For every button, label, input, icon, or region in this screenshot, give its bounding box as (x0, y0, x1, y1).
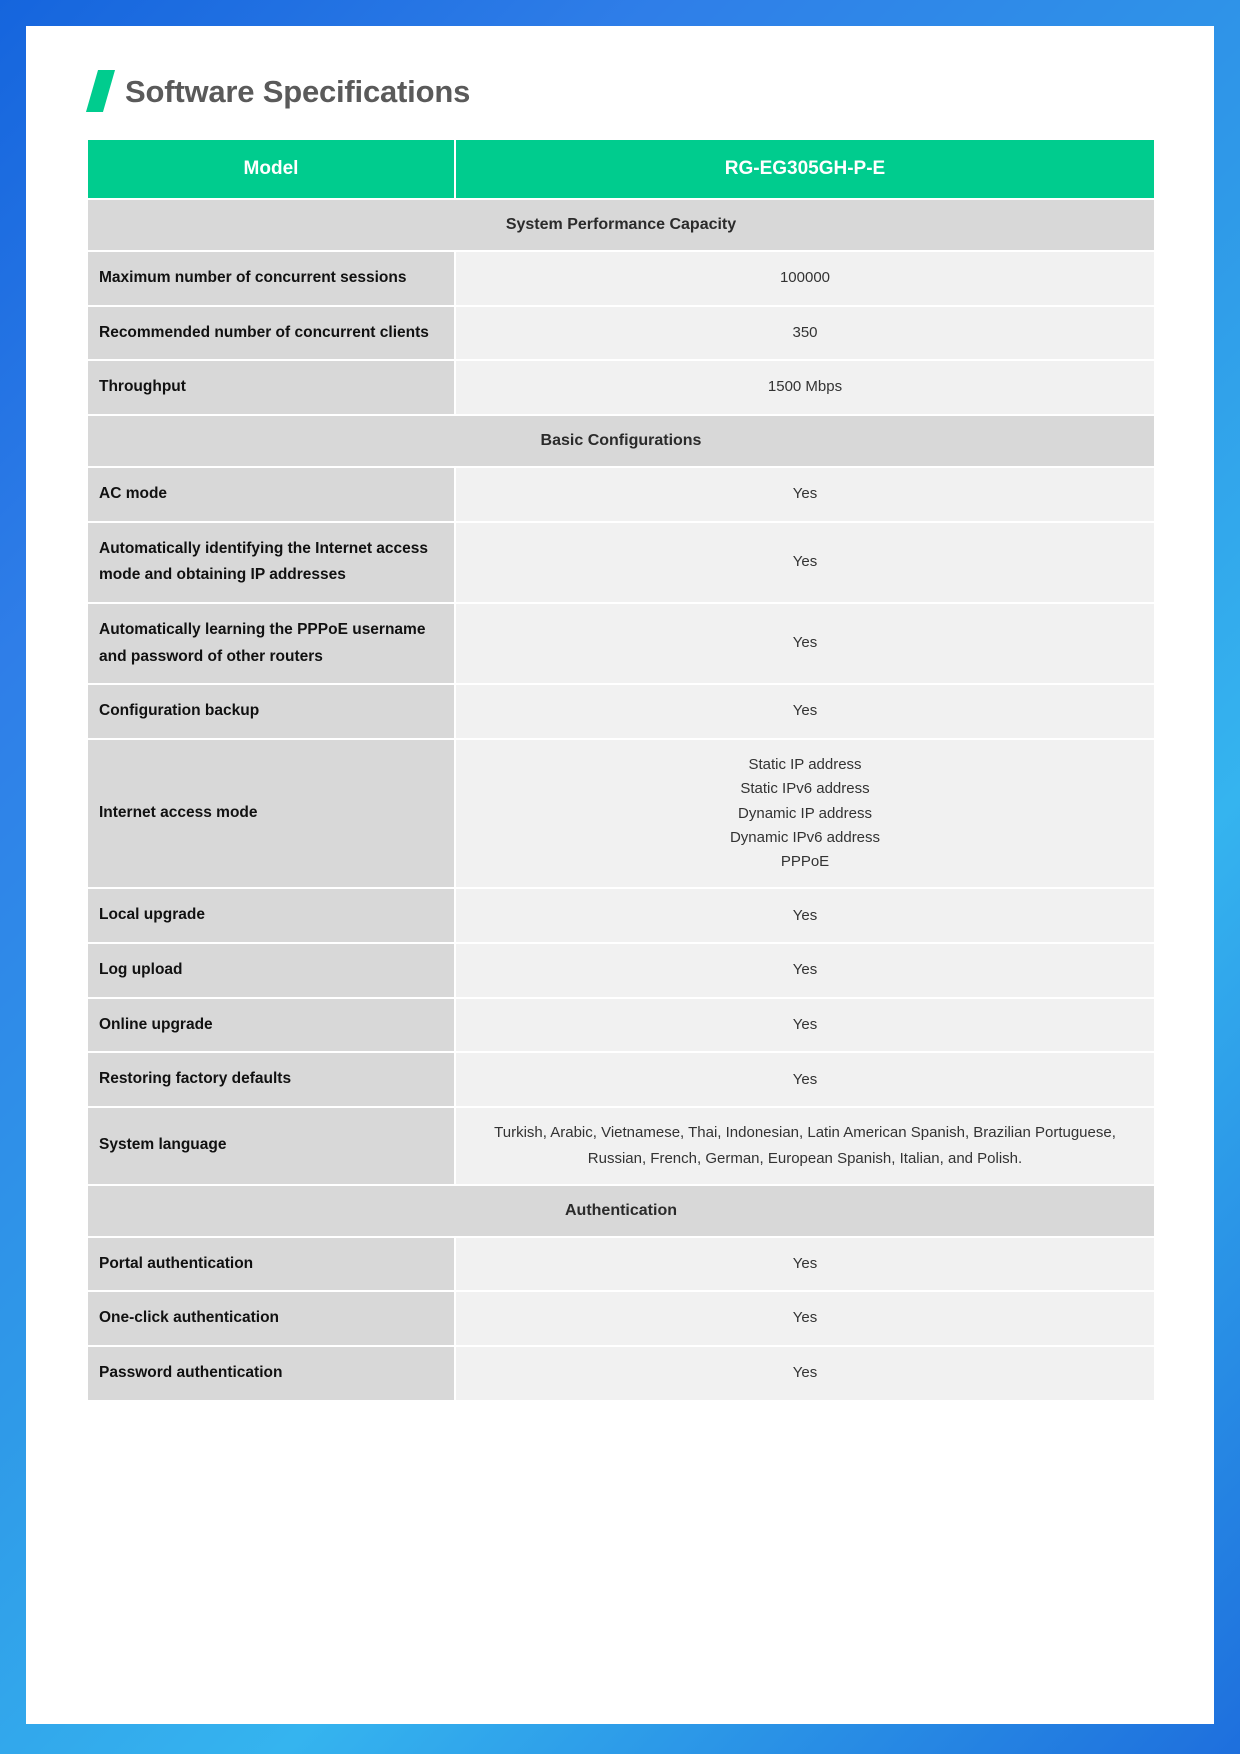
table-row (88, 1053, 1154, 1106)
spec-value-line: Yes (792, 1254, 818, 1272)
spec-label: Configuration backup (88, 685, 456, 738)
spec-value-line: Yes (792, 961, 818, 979)
spec-value-line: Yes (792, 906, 818, 924)
table-row (88, 944, 1154, 997)
spec-value-line: 100000 (779, 269, 831, 287)
spec-label: Recommended number of concurrent clients (88, 307, 456, 360)
spec-value (456, 1108, 1154, 1184)
spec-value-line: Yes (792, 634, 818, 652)
spec-value (456, 999, 1154, 1052)
page-title-row (88, 70, 1154, 112)
table-row (88, 889, 1154, 942)
spec-label: Internet access mode (88, 740, 456, 887)
spec-value-line: Yes (792, 485, 818, 503)
spec-value-line: Static IPv6 address (740, 780, 870, 798)
table-row (88, 1347, 1154, 1400)
spec-value (456, 1347, 1154, 1400)
spec-value-line: Dynamic IPv6 address (729, 828, 881, 846)
table-row (88, 1108, 1154, 1184)
slash-accent-icon (86, 70, 115, 112)
spec-value (456, 307, 1154, 360)
spec-value-line: Static IP address (748, 755, 862, 773)
table-row (88, 1238, 1154, 1291)
spec-value (456, 468, 1154, 521)
spec-label: Automatically learning the PPPoE username and password of other routers (88, 604, 456, 683)
spec-label: Local upgrade (88, 889, 456, 942)
spec-value-line: Yes (792, 553, 818, 571)
document-page (26, 26, 1214, 1724)
spec-value-line: Turkish, Arabic, Vietnamese, Thai, Indonesian, Latin American Spanish, Brazilian Portuguese, Russian, French, German, European Spanish, Italian, and Polish. (494, 1124, 1116, 1167)
spec-value (456, 1292, 1154, 1345)
spec-label: AC mode (88, 468, 456, 521)
table-row (88, 307, 1154, 360)
spec-label: Password authentication (88, 1347, 456, 1400)
spec-value-line: Yes (792, 1364, 818, 1382)
table-section-row (88, 416, 1154, 466)
section-title: Authentication (88, 1186, 1154, 1236)
table-row (88, 252, 1154, 305)
section-title: System Performance Capacity (88, 200, 1154, 250)
spec-value-line: Yes (792, 702, 818, 720)
spec-value-line: 1500 Mbps (767, 378, 843, 396)
table-row (88, 361, 1154, 414)
spec-value-line: PPPoE (780, 853, 830, 871)
spec-value (456, 889, 1154, 942)
table-row (88, 523, 1154, 602)
spec-label: Maximum number of concurrent sessions (88, 252, 456, 305)
table-header-row (88, 140, 1154, 198)
table-row (88, 468, 1154, 521)
table-row (88, 604, 1154, 683)
spec-value (456, 685, 1154, 738)
spec-value (456, 523, 1154, 602)
spec-value-line: Yes (792, 1070, 818, 1088)
spec-value (456, 1053, 1154, 1106)
spec-value (456, 252, 1154, 305)
table-body (88, 200, 1154, 1400)
spec-value-line: Yes (792, 1015, 818, 1033)
table-section-row (88, 1186, 1154, 1236)
spec-label: System language (88, 1108, 456, 1184)
spec-value-line: 350 (792, 323, 818, 341)
spec-value (456, 361, 1154, 414)
software-specifications-table (88, 138, 1154, 1402)
table-row (88, 1292, 1154, 1345)
spec-value-line: Yes (792, 1309, 818, 1327)
table-row (88, 999, 1154, 1052)
spec-value (456, 1238, 1154, 1291)
table-row (88, 685, 1154, 738)
column-header-model-value: RG-EG305GH-P-E (456, 140, 1154, 198)
spec-value-line: Dynamic IP address (738, 804, 872, 822)
table-header (88, 140, 1154, 198)
spec-label: Automatically identifying the Internet access mode and obtaining IP addresses (88, 523, 456, 602)
spec-label: Throughput (88, 361, 456, 414)
spec-value (456, 740, 1154, 887)
page-title: Software Specifications (125, 73, 471, 109)
spec-label: Online upgrade (88, 999, 456, 1052)
spec-label: Log upload (88, 944, 456, 997)
spec-label: Portal authentication (88, 1238, 456, 1291)
spec-value (456, 604, 1154, 683)
section-title: Basic Configurations (88, 416, 1154, 466)
spec-value (456, 944, 1154, 997)
spec-label: Restoring factory defaults (88, 1053, 456, 1106)
table-section-row (88, 200, 1154, 250)
column-header-model: Model (88, 140, 456, 198)
spec-label: One-click authentication (88, 1292, 456, 1345)
table-row (88, 740, 1154, 887)
